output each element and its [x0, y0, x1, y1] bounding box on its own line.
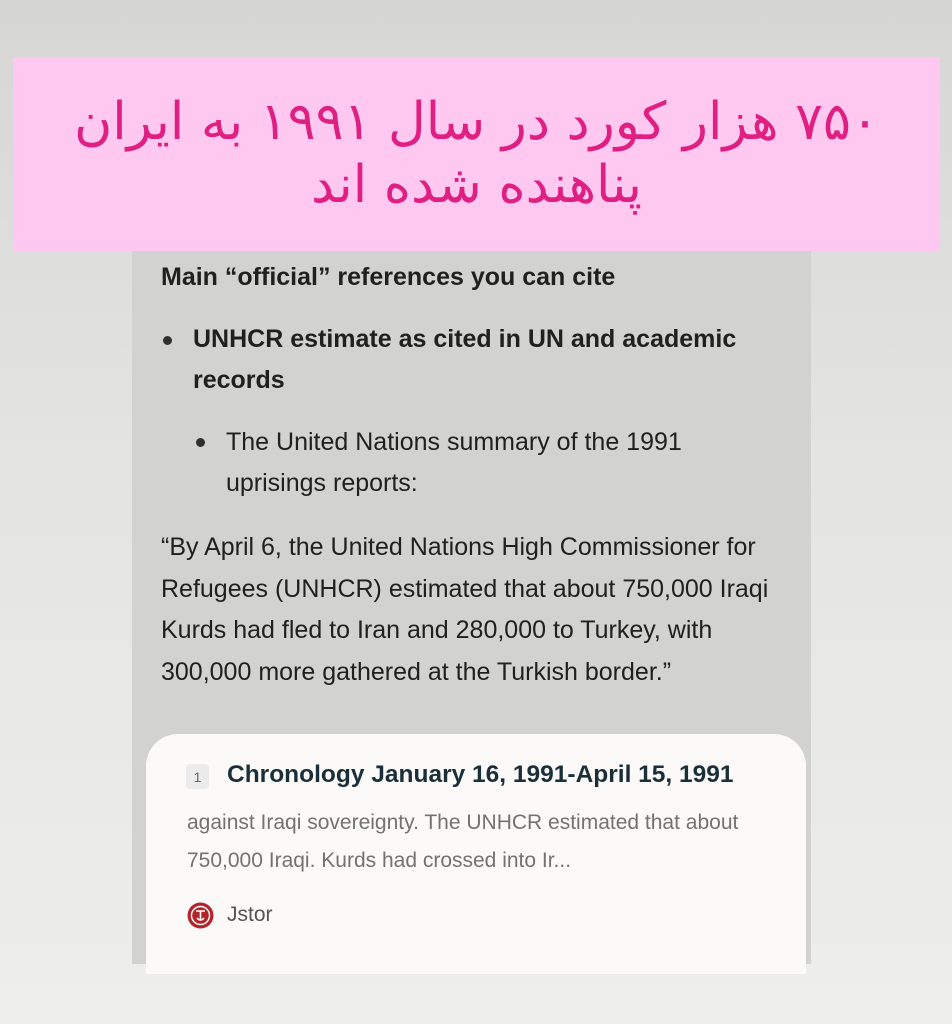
bullet-dot-icon [196, 438, 205, 447]
bullet-dot-icon [163, 336, 172, 345]
banner-title-line-2: پناهنده شده اند [310, 155, 643, 215]
citation-title-link[interactable]: Chronology January 16, 1991-April 15, 1991 [227, 761, 734, 788]
section-heading: Main “official” references you can cite [161, 263, 616, 291]
sub-bullet-item-un-summary: The United Nations summary of the 1991 uprisings reports: [226, 428, 682, 497]
jstor-logo-icon [187, 902, 214, 929]
bullet-item-unhcr: UNHCR estimate as cited in UN and academic records [193, 325, 737, 394]
citation-number-badge: 1 [186, 764, 209, 789]
title-banner [13, 57, 940, 251]
citation-snippet: against Iraqi sovereignty. The UNHCR estimated that about 750,000 Iraqi. Kurds had crossed into Ir... [187, 811, 739, 872]
quote-text: “By April 6, the United Nations High Commissioner for Refugees (UNHCR) estimated that about 750,000 Iraqi Kurds had fled to Iran and 280,000 to Turkey, with 300,000 more gathered at the Turkish border.” [161, 533, 769, 686]
banner-title-line-1: ۷۵۰ هزار کورد در سال ۱۹۹۱ به ایران [74, 91, 879, 152]
citation-source-name: Jstor [227, 903, 273, 926]
citation-card[interactable] [146, 734, 806, 974]
